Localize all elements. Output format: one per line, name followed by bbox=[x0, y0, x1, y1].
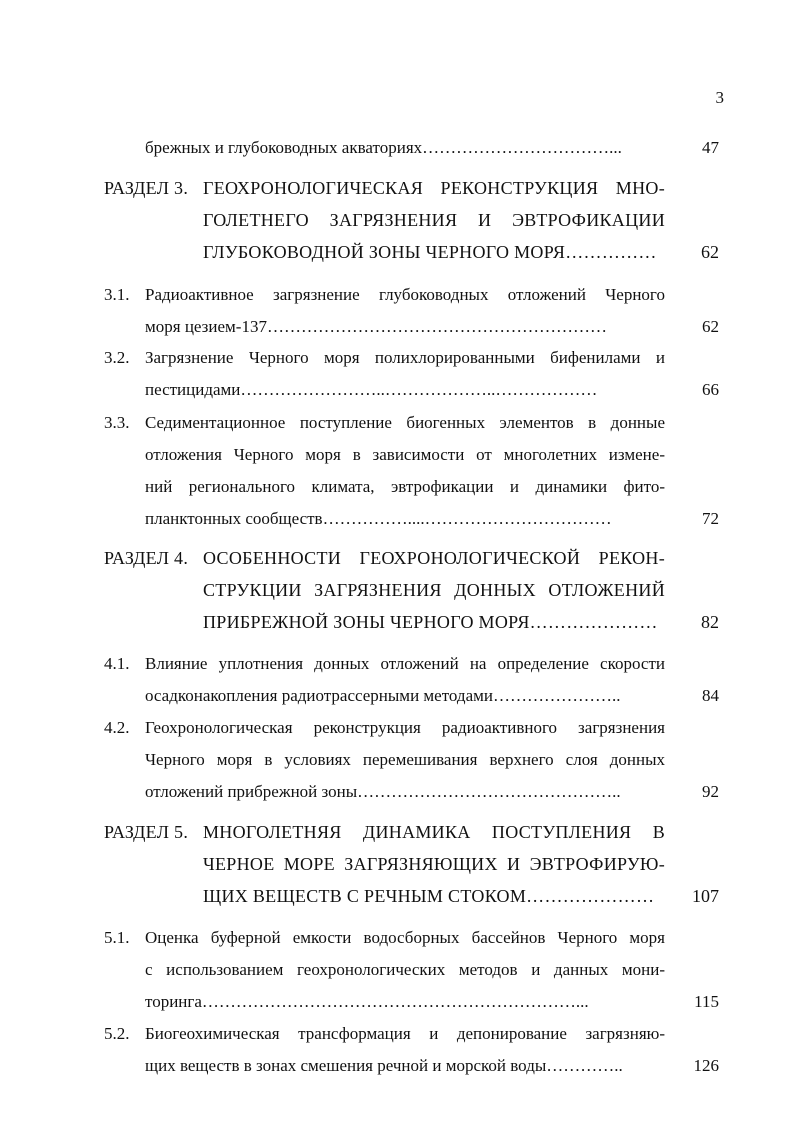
toc-line bbox=[0, 716, 793, 740]
toc-text: Биогеохимическая трансформация и депонирование загрязняю- bbox=[145, 1024, 665, 1043]
toc-text: Влияние уплотнения донных отложений на определение скорости bbox=[145, 654, 665, 673]
toc-text: отложений прибрежной зоны……………………………………….. bbox=[145, 782, 621, 801]
toc-text: ГЛУБОКОВОДНОЙ ЗОНЫ ЧЕРНОГО МОРЯ…………… bbox=[203, 242, 657, 262]
toc-page-ref: 92 bbox=[702, 782, 719, 801]
toc-text: ЧЕРНОЕ МОРЕ ЗАГРЯЗНЯЮЩИХ И ЭВТРОФИРУЮ- bbox=[203, 854, 665, 874]
toc-line bbox=[0, 443, 793, 467]
section-label: РАЗДЕЛ 5. bbox=[104, 822, 189, 842]
toc-line bbox=[0, 610, 793, 634]
toc-text: ний регионального климата, эвтрофикации и динамики фито- bbox=[145, 477, 665, 496]
toc-page-ref: 82 bbox=[701, 612, 719, 632]
toc-text: Черного моря в условиях перемешивания верхнего слоя донных bbox=[145, 750, 665, 769]
toc-line bbox=[0, 748, 793, 772]
section-label: РАЗДЕЛ 3. bbox=[104, 178, 189, 198]
toc-text: Седиментационное поступление биогенных элементов в донные bbox=[145, 413, 665, 432]
toc-page-ref: 62 bbox=[702, 317, 719, 336]
toc-line bbox=[0, 507, 793, 531]
toc-page-ref: 126 bbox=[693, 1056, 719, 1075]
toc-line bbox=[0, 684, 793, 708]
toc-line bbox=[0, 283, 793, 307]
toc-line bbox=[0, 136, 793, 160]
toc-line bbox=[0, 176, 793, 200]
toc-text: пестицидами……………………..………………..……………… bbox=[145, 380, 598, 399]
toc-line bbox=[0, 411, 793, 435]
toc-text: моря цезием-137…………………………………………………… bbox=[145, 317, 607, 336]
toc-text: торинга…………………………………………………………... bbox=[145, 992, 589, 1011]
toc-text: Геохронологическая реконструкция радиоактивного загрязнения bbox=[145, 718, 665, 737]
toc-line bbox=[0, 958, 793, 982]
subsection-label: 5.1. bbox=[104, 928, 130, 947]
toc-text: брежных и глубоководных акваториях……………………………... bbox=[145, 138, 622, 157]
toc-text: ПРИБРЕЖНОЙ ЗОНЫ ЧЕРНОГО МОРЯ………………… bbox=[203, 612, 658, 632]
toc-line bbox=[0, 1054, 793, 1078]
toc-line bbox=[0, 240, 793, 264]
toc-page-ref: 66 bbox=[702, 380, 719, 399]
toc-text: Загрязнение Черного моря полихлорированными бифенилами и bbox=[145, 348, 665, 367]
toc-line bbox=[0, 546, 793, 570]
subsection-label: 3.3. bbox=[104, 413, 130, 432]
toc-text: щих веществ в зонах смешения речной и морской воды………….. bbox=[145, 1056, 623, 1075]
subsection-label: 5.2. bbox=[104, 1024, 130, 1043]
toc-text: ЩИХ ВЕЩЕСТВ С РЕЧНЫМ СТОКОМ………………… bbox=[203, 886, 655, 906]
toc-line bbox=[0, 475, 793, 499]
toc-line bbox=[0, 346, 793, 370]
subsection-label: 4.2. bbox=[104, 718, 130, 737]
toc-line bbox=[0, 884, 793, 908]
toc-page-ref: 107 bbox=[692, 886, 719, 906]
toc-line bbox=[0, 208, 793, 232]
toc-line bbox=[0, 820, 793, 844]
toc-page-ref: 47 bbox=[702, 138, 719, 157]
page-number: 3 bbox=[715, 88, 724, 107]
toc-line bbox=[0, 780, 793, 804]
toc-text: Оценка буферной емкости водосборных бассейнов Черного моря bbox=[145, 928, 665, 947]
toc-text: МНОГОЛЕТНЯЯ ДИНАМИКА ПОСТУПЛЕНИЯ В bbox=[203, 822, 665, 842]
toc-text: ГОЛЕТНЕГО ЗАГРЯЗНЕНИЯ И ЭВТРОФИКАЦИИ bbox=[203, 210, 665, 230]
toc-text: осадконакопления радиотрассерными методами………………….. bbox=[145, 686, 621, 705]
subsection-label: 4.1. bbox=[104, 654, 130, 673]
toc-line bbox=[0, 315, 793, 339]
toc-page-ref: 72 bbox=[702, 509, 719, 528]
toc-text: планктонных сообществ……………....…………………………… bbox=[145, 509, 612, 528]
toc-line bbox=[0, 1022, 793, 1046]
toc-line bbox=[0, 578, 793, 602]
toc-line bbox=[0, 926, 793, 950]
toc-text: с использованием геохронологических методов и данных мони- bbox=[145, 960, 665, 979]
toc-text: ОСОБЕННОСТИ ГЕОХРОНОЛОГИЧЕСКОЙ РЕКОН- bbox=[203, 548, 665, 568]
toc-line bbox=[0, 852, 793, 876]
toc-text: отложения Черного моря в зависимости от многолетних измене- bbox=[145, 445, 665, 464]
toc-page-ref: 115 bbox=[694, 992, 719, 1011]
subsection-label: 3.2. bbox=[104, 348, 130, 367]
toc-page-ref: 62 bbox=[701, 242, 719, 262]
toc-text: ГЕОХРОНОЛОГИЧЕСКАЯ РЕКОНСТРУКЦИЯ МНО- bbox=[203, 178, 665, 198]
toc-line bbox=[0, 378, 793, 402]
toc-line bbox=[0, 652, 793, 676]
toc-page-ref: 84 bbox=[702, 686, 719, 705]
subsection-label: 3.1. bbox=[104, 285, 130, 304]
toc-text: Радиоактивное загрязнение глубоководных отложений Черного bbox=[145, 285, 665, 304]
section-label: РАЗДЕЛ 4. bbox=[104, 548, 189, 568]
toc-text: СТРУКЦИИ ЗАГРЯЗНЕНИЯ ДОННЫХ ОТЛОЖЕНИЙ bbox=[203, 580, 665, 600]
toc-line bbox=[0, 990, 793, 1014]
